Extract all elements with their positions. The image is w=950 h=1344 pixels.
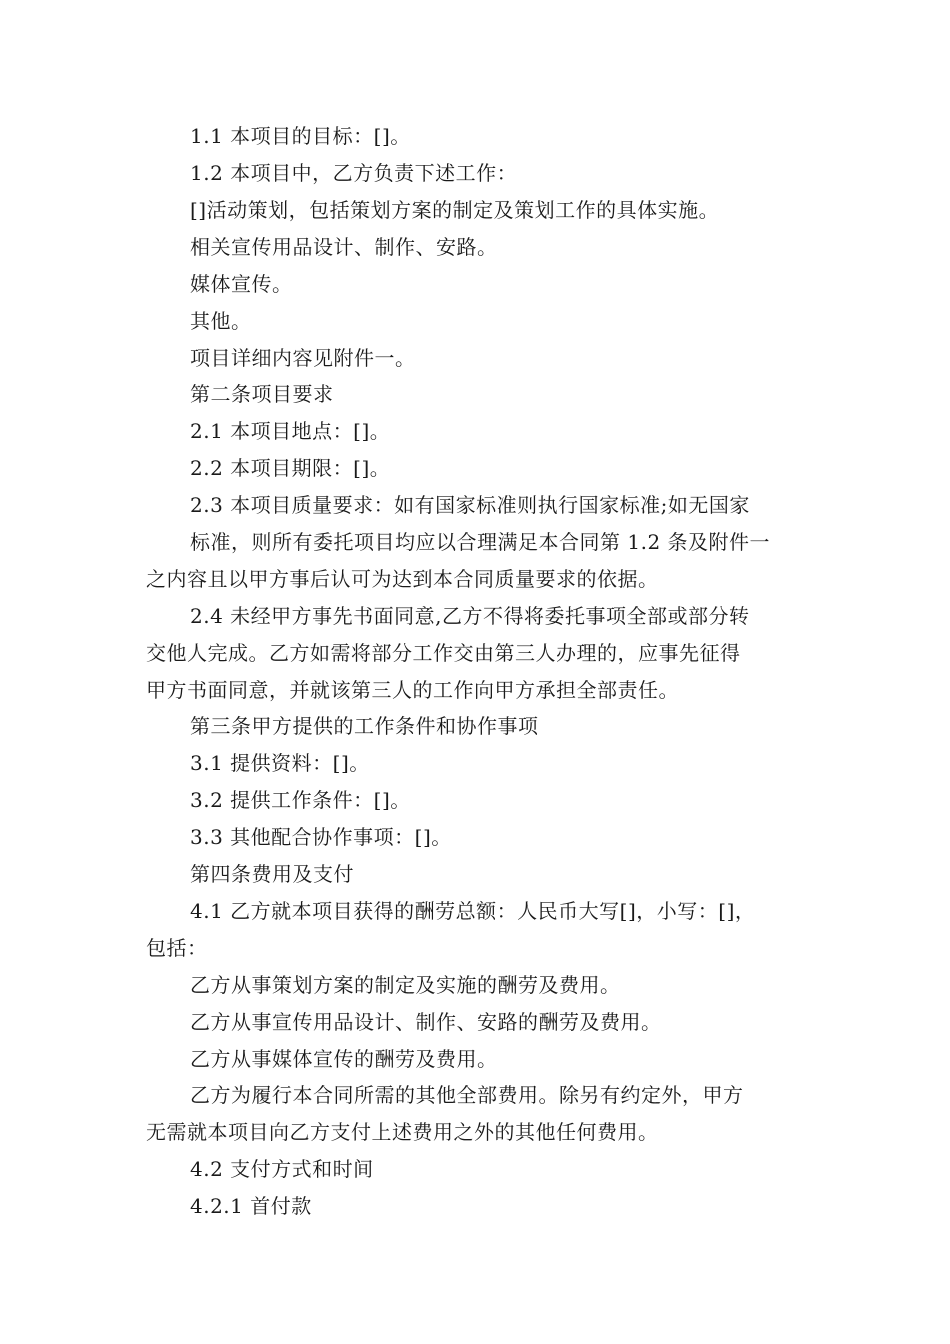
clause-4-1-line-2: 包括： [146,936,208,960]
work-item-media: 媒体宣传。 [190,272,293,296]
clause-2-4-line-1: 2.4 未经甲方事先书面同意,乙方不得将委托事项全部或部分转 [190,604,750,628]
clause-2-3-line-1: 2.3 本项目质量要求：如有国家标准则执行国家标准;如无国家 [190,493,750,517]
fee-item-planning: 乙方从事策划方案的制定及实施的酬劳及费用。 [190,973,621,997]
appendix-note: 项目详细内容见附件一。 [190,346,416,370]
clause-3-1: 3.1 提供资料：[]。 [190,751,370,775]
fee-item-design: 乙方从事宣传用品设计、制作、安路的酬劳及费用。 [190,1010,662,1034]
clause-2-3-line-2: 标准，则所有委托项目均应以合理满足本合同第 1.2 条及附件一 [190,530,771,554]
fee-item-other-line-1: 乙方为履行本合同所需的其他全部费用。除另有约定外，甲方 [190,1083,744,1107]
article-4-heading: 第四条费用及支付 [190,862,354,886]
work-item-planning: []活动策划，包括策划方案的制定及策划工作的具体实施。 [190,198,720,222]
clause-4-2: 4.2 支付方式和时间 [190,1157,374,1181]
article-2-heading: 第二条项目要求 [190,382,334,406]
clause-3-3: 3.3 其他配合协作事项：[]。 [190,825,452,849]
clause-2-4-line-2: 交他人完成。乙方如需将部分工作交由第三人办理的，应事先征得 [146,641,741,665]
clause-2-1: 2.1 本项目地点：[]。 [190,419,391,443]
fee-item-media: 乙方从事媒体宣传的酬劳及费用。 [190,1047,498,1071]
clause-2-4-line-3: 甲方书面同意，并就该第三人的工作向甲方承担全部责任。 [146,678,679,702]
clause-2-3-line-3: 之内容且以甲方事后认可为达到本合同质量要求的依据。 [146,567,659,591]
clause-4-1-line-1: 4.1 乙方就本项目获得的酬劳总额：人民币大写[]，小写：[]， [190,899,756,923]
fee-item-other-line-2: 无需就本项目向乙方支付上述费用之外的其他任何费用。 [146,1120,659,1144]
article-3-heading: 第三条甲方提供的工作条件和协作事项 [190,714,539,738]
work-item-other: 其他。 [190,309,252,333]
clause-2-2: 2.2 本项目期限：[]。 [190,456,391,480]
clause-1-1: 1.1 本项目的目标：[]。 [190,124,411,148]
work-item-design: 相关宣传用品设计、制作、安路。 [190,235,498,259]
clause-1-2: 1.2 本项目中，乙方负责下述工作： [190,161,518,185]
clause-3-2: 3.2 提供工作条件：[]。 [190,788,411,812]
clause-4-2-1: 4.2.1 首付款 [190,1194,312,1218]
